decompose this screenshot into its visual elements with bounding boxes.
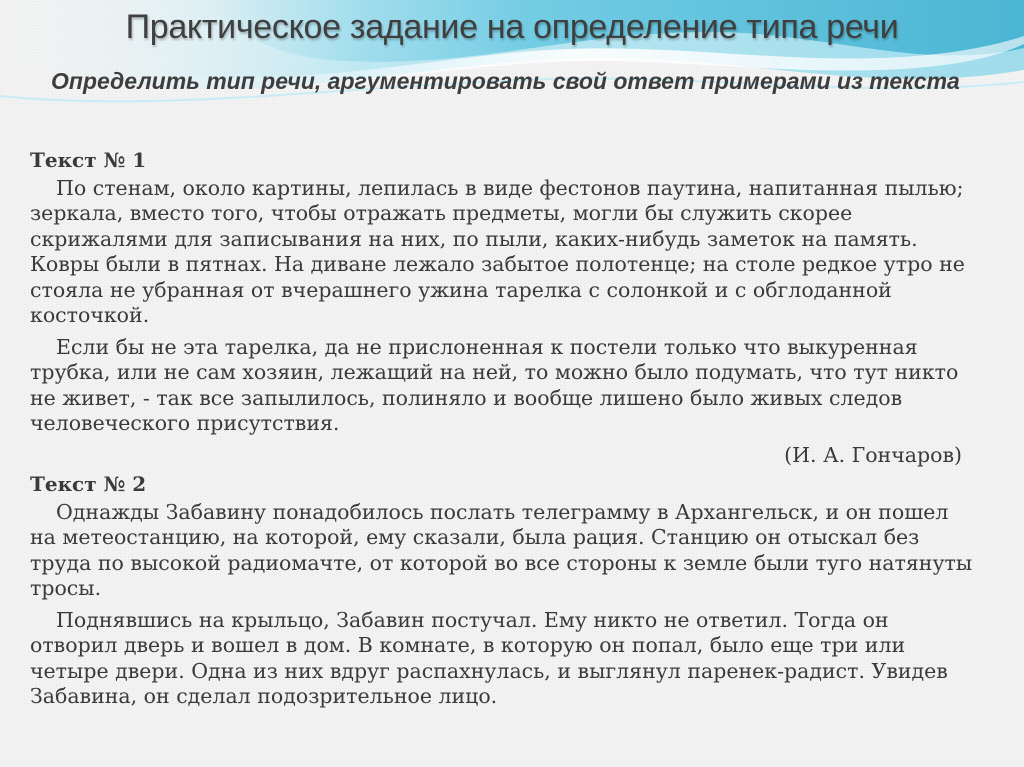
task-instruction: Определить тип речи, аргументировать свой ответ примерами из текста (51, 68, 960, 94)
text1-paragraph-1: По стенам, около картины, лепилась в виде фестонов паутина, напитанная пылью; зеркала, вместо того, чтобы отражать предметы, могли бы служить скорее скрижалями для записывания на них, по пыли, каких-нибудь заметок на память. Ковры были в пятнах. На диване лежало забытое полотенце; на столе редкое утро не стояла не убранная от вчерашнего ужина тарелка с солонкой и с обглоданной косточкой. (30, 175, 965, 327)
slide-title: Практическое задание на определение типа речи (125, 8, 899, 46)
text1-author: (И. А. Гончаров) (784, 442, 962, 467)
text2-paragraph-1: Однажды Забавину понадобилось послать телеграмму в Архангельск, и он пошел на метеостанцию, на которой, ему сказали, была рация. Станцию он отыскал без труда по высокой радиомачте, от которой во все стороны к земле были туго натянуты тросы. (30, 499, 973, 600)
text2-heading: Текст № 2 (30, 472, 147, 496)
text2-paragraph-2: Поднявшись на крыльцо, Забавин постучал. Ему никто не ответил. Тогда он отворил дверь и вошел в дом. В комнате, в которую он попал, было еще три или четыре двери. Одна из них вдруг распахнулась, и выглянул паренек-радист. Увидев Забавина, он сделал подозрительное лицо. (30, 607, 948, 708)
text1-heading: Текст № 1 (30, 148, 147, 172)
text1-paragraph-2: Если бы не эта тарелка, да не прислоненная к постели только что выкуренная трубка, или не сам хозяин, лежащий на ней, то можно было подумать, что тут никто не живет, - так все запылилось, полиняло и вообще лишено было живых следов человеческого присутствия. (30, 334, 959, 435)
content-body (30, 148, 980, 716)
